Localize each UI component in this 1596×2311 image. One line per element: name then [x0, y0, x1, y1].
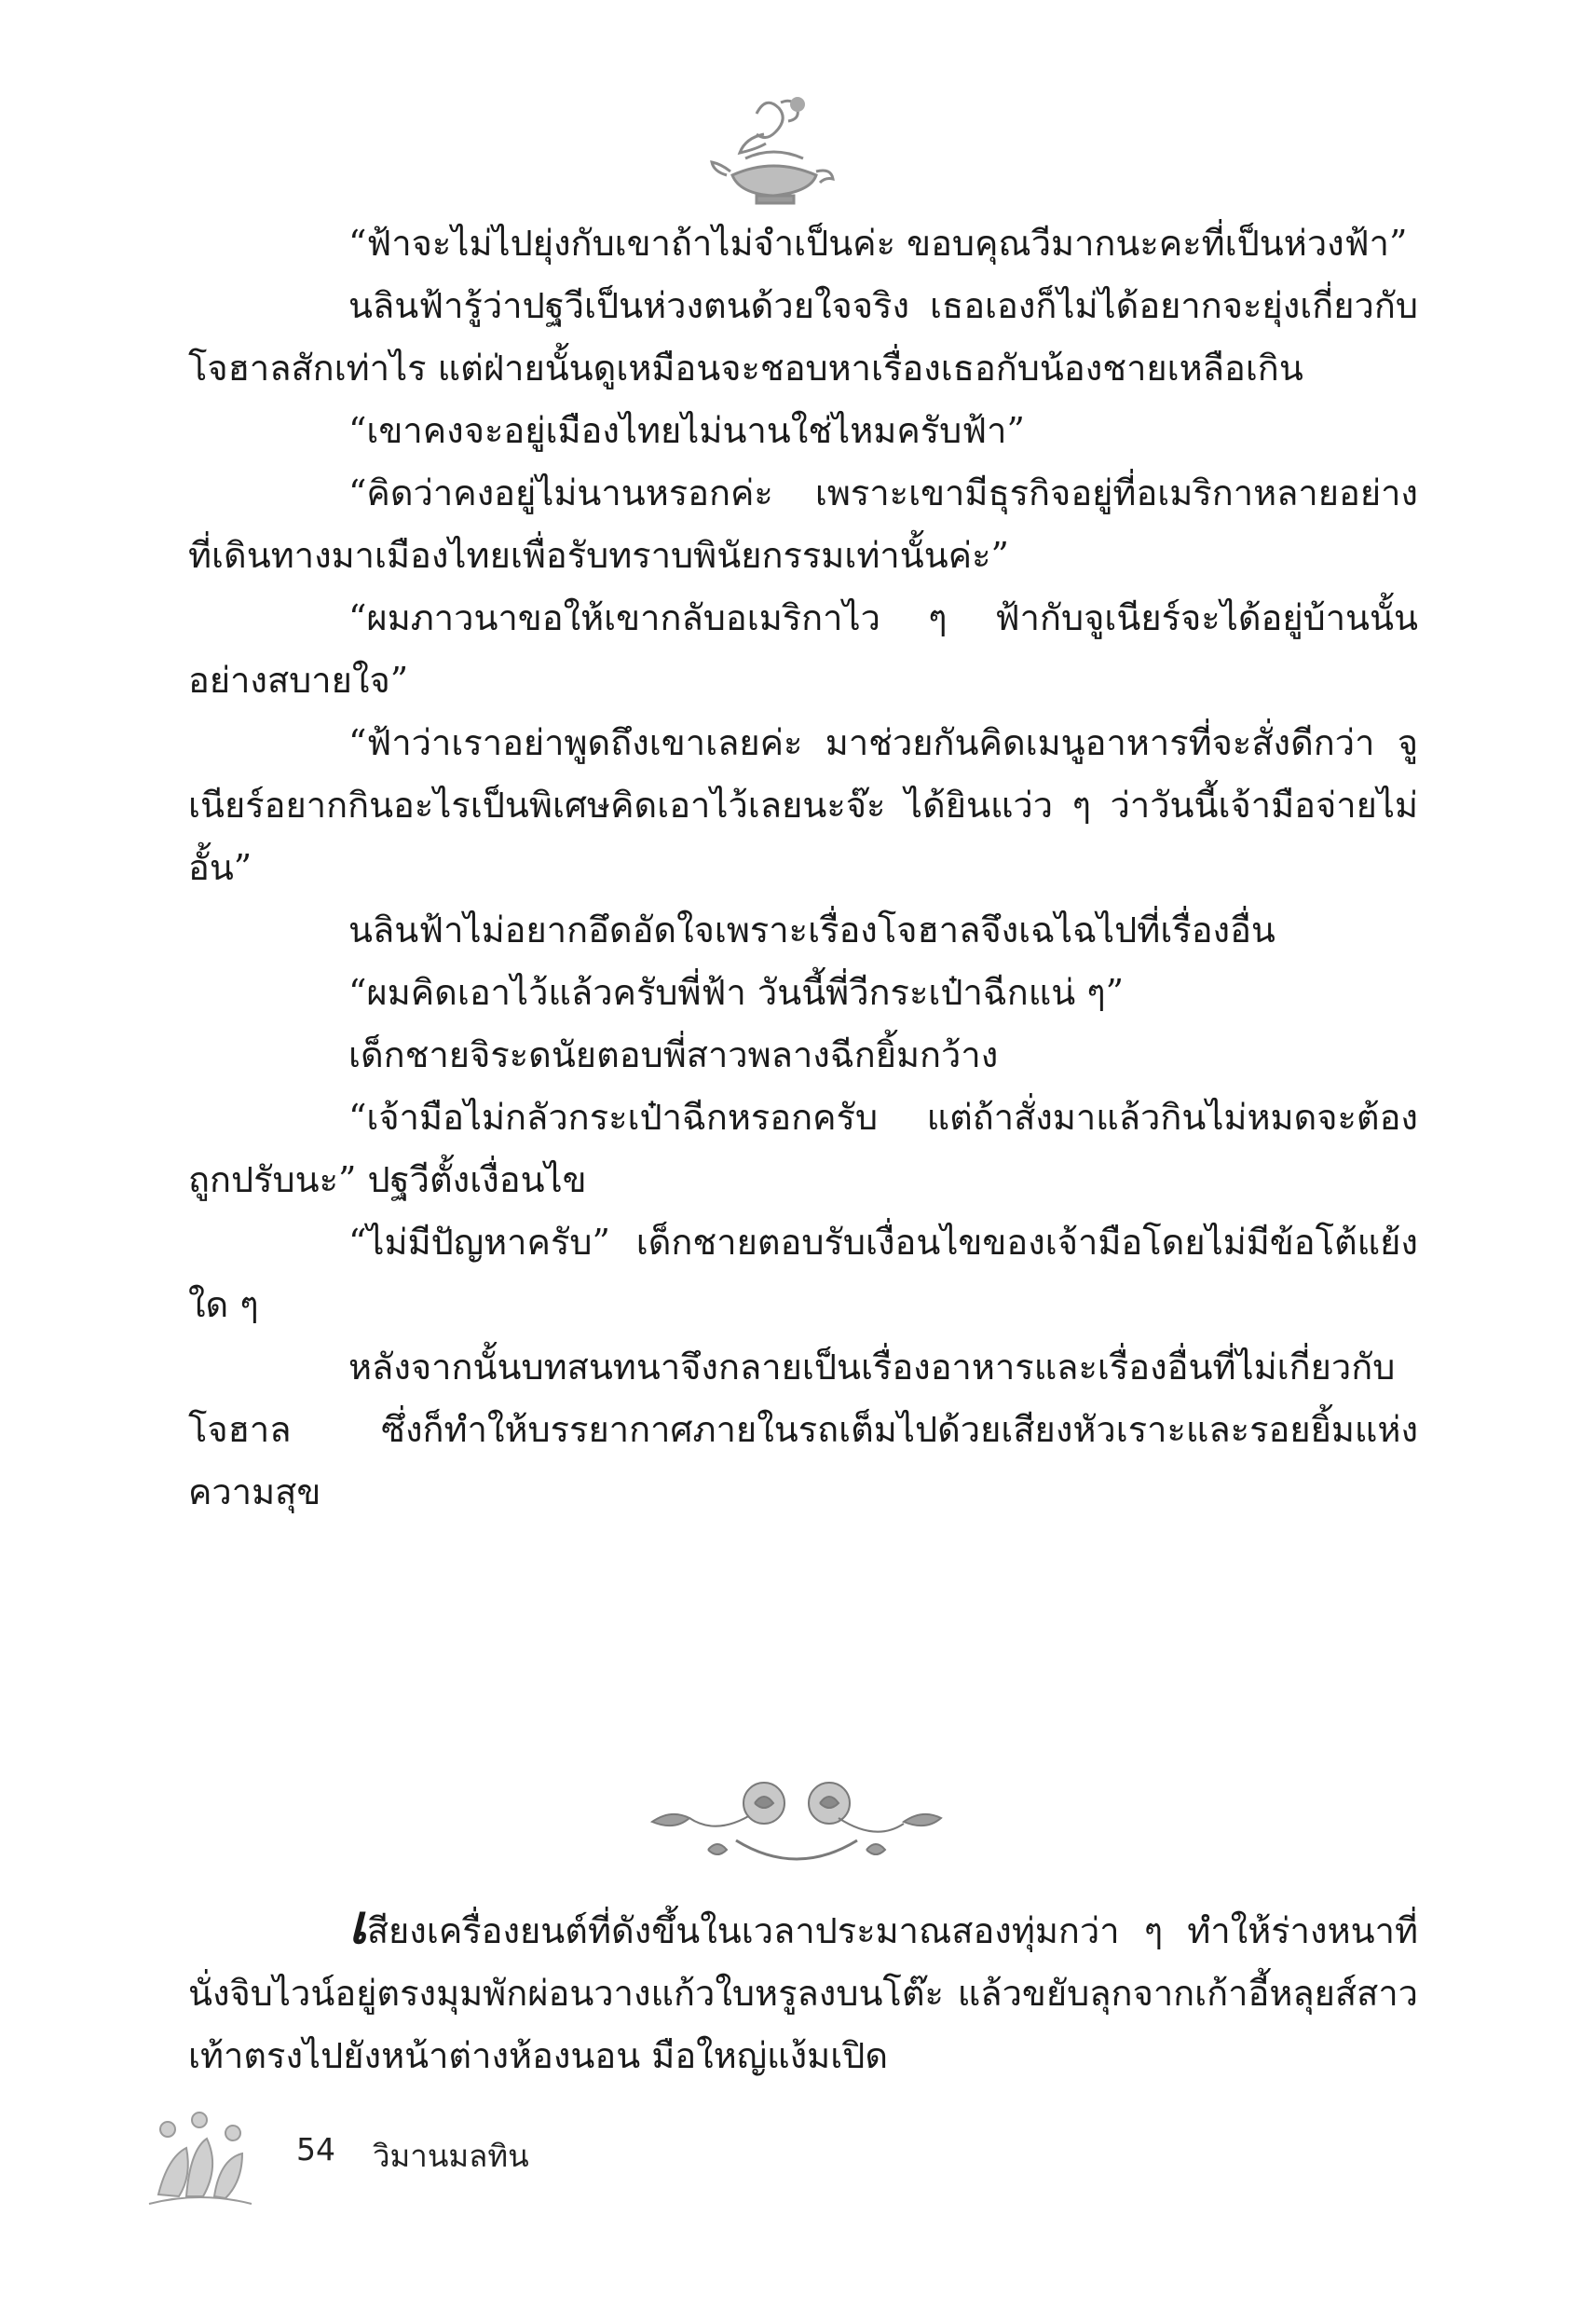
paragraph: “ผมภาวนาขอให้เขากลับอเมริกาไว ๆ ฟ้ากับจูเนียร์จะได้อยู่บ้านนั้นอย่างสบายใจ” [188, 597, 1418, 701]
magic-lamp-fairy-icon [708, 86, 839, 216]
drop-cap: เ [348, 1893, 367, 1956]
paragraph: “เจ้ามือไม่กลัวกระเป๋าฉีกหรอกครับ แต่ถ้าสั่งมาแล้วกินไม่หมดจะต้องถูกปรับนะ” ปฐวีตั้งเงื่อนไข [188, 1097, 1418, 1200]
floral-divider-icon [643, 1766, 950, 1878]
paragraph: นลินฟ้าไม่อยากอึดอัดใจเพราะเรื่องโจฮาลจึงเฉไฉไปที่เรื่องอื่น [348, 909, 1275, 950]
paragraph: นลินฟ้ารู้ว่าปฐวีเป็นห่วงตนด้วยใจจริง เธอเองก็ไม่ได้อยากจะยุ่งเกี่ยวกับโจฮาลสักเท่าไร แต่ฝ่ายนั้นดูเหมือนจะชอบหาเรื่องเธอกับน้องชายเหลือเกิน [188, 285, 1418, 389]
paragraph: หลังจากนั้นบทสนทนาจึงกลายเป็นเรื่องอาหารและเรื่องอื่นที่ไม่เกี่ยวกับโจฮาล ซึ่งก็ทำให้บรรยากาศภายในรถเต็มไปด้วยเสียงหัวเราะและรอยยิ้มแห่งความสุข [188, 1347, 1418, 1512]
paragraph-body: สียงเครื่องยนต์ที่ดังขึ้นในเวลาประมาณสองทุ่มกว่า ๆ ทำให้ร่างหนาที่นั่งจิบไวน์อยู่ตรงมุมพักผ่อนวางแก้วใบหรูลงบนโต๊ะ แล้วขยับลุกจากเก้าอี้หลุยส์สาวเท้าตรงไปยังหน้าต่างห้องนอน มือใหญ่แง้มเปิด [188, 1910, 1418, 2076]
section-two-text [188, 1893, 1418, 2087]
paragraph [188, 1893, 1418, 2087]
page-number: 54 [296, 2131, 335, 2167]
body-text [188, 212, 1418, 1524]
paragraph: “เขาคงจะอยู่เมืองไทยไม่นานใช่ไหมครับฟ้า” [348, 410, 1025, 451]
book-title: วิมานมลทิน [373, 2138, 529, 2174]
paragraph: “คิดว่าคงอยู่ไม่นานหรอกค่ะ เพราะเขามีธุรกิจอยู่ที่อเมริกาหลายอย่าง ที่เดินทางมาเมืองไทยเพื่อรับทราบพินัยกรรมเท่านั้นค่ะ” [188, 472, 1418, 576]
paragraph: “ฟ้าว่าเราอย่าพูดถึงเขาเลยค่ะ มาช่วยกันคิดเมนูอาหารที่จะสั่งดีกว่า จูเนียร์อยากกินอะไรเป็นพิเศษคิดเอาไว้เลยนะจ๊ะ ได้ยินแว่ว ๆ ว่าวันนี้เจ้ามือจ่ายไม่อั้น” [188, 722, 1418, 888]
paragraph: “ไม่มีปัญหาครับ” เด็กชายตอบรับเงื่อนไขของเจ้ามือโดยไม่มีข้อโต้แย้งใด ๆ [188, 1222, 1418, 1325]
lotus-flower-icon [140, 2111, 261, 2213]
paragraph: “ผมคิดเอาไว้แล้วครับพี่ฟ้า วันนี้พี่วีกระเป๋าฉีกแน่ ๆ” [348, 972, 1125, 1013]
paragraph: “ฟ้าจะไม่ไปยุ่งกับเขาถ้าไม่จำเป็นค่ะ ขอบคุณวีมากนะคะที่เป็นห่วงฟ้า” [348, 223, 1408, 264]
paragraph: เด็กชายจิระดนัยตอบพี่สาวพลางฉีกยิ้มกว้าง [348, 1034, 999, 1075]
